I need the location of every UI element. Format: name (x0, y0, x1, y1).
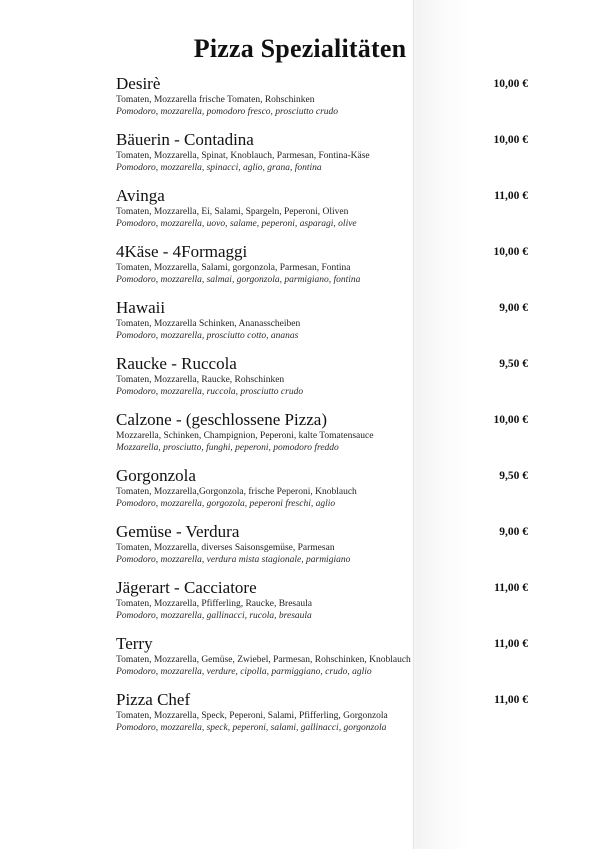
item-ingredients-italian: Pomodoro, mozzarella, speck, peperoni, salami, gallinacci, gorgonzola (116, 723, 387, 733)
item-ingredients-italian: Pomodoro, mozzarella, uovo, salame, peperoni, asparagi, olive (116, 219, 357, 229)
item-ingredients-german: Mozzarella, Schinken, Champignion, Peperoni, kalte Tomatensauce (116, 431, 374, 441)
item-price: 9,50 € (499, 358, 528, 370)
item-ingredients-german: Tomaten, Mozzarella, diverses Saisonsgemüse, Parmesan (116, 543, 335, 553)
item-ingredients-german: Tomaten, Mozzarella frische Tomaten, Rohschinken (116, 95, 315, 105)
item-price: 9,00 € (499, 302, 528, 314)
menu-item (116, 410, 528, 466)
item-name: Gorgonzola (116, 466, 196, 485)
menu-item (116, 634, 528, 690)
item-ingredients-italian: Pomodoro, mozzarella, pomodoro fresco, prosciutto crudo (116, 107, 339, 117)
menu-item (116, 74, 528, 130)
item-ingredients-italian: Pomodoro, mozzarella, spinacci, aglio, grana, fontina (116, 163, 322, 173)
item-price: 9,50 € (499, 470, 528, 482)
menu-item (116, 522, 528, 578)
item-ingredients-german: Tomaten, Mozzarella,Gorgonzola, frische Peperoni, Knoblauch (116, 487, 357, 497)
item-price: 11,00 € (494, 582, 528, 594)
item-name: Bäuerin - Contadina (116, 130, 254, 149)
item-ingredients-italian: Pomodoro, mozzarella, salmai, gorgonzola, parmigiano, fontina (116, 275, 361, 285)
item-name: Pizza Chef (116, 690, 191, 709)
menu-item (116, 578, 528, 634)
item-ingredients-italian: Mozzarella, prosciutto, funghi, peperoni, pomodoro freddo (116, 443, 339, 453)
item-price: 10,00 € (493, 414, 528, 426)
item-price: 11,00 € (494, 694, 528, 706)
pizza-menu-list (116, 74, 528, 746)
item-name: Jägerart - Cacciatore (116, 578, 257, 597)
item-price: 11,00 € (494, 190, 528, 202)
item-name: Hawaii (116, 298, 166, 317)
menu-item (116, 466, 528, 522)
item-name: Gemüse - Verdura (116, 522, 240, 541)
item-price: 10,00 € (493, 134, 528, 146)
item-name: Terry (116, 634, 153, 653)
menu-item (116, 690, 528, 746)
menu-item (116, 186, 528, 242)
item-ingredients-italian: Pomodoro, mozzarella, prosciutto cotto, ananas (116, 331, 299, 341)
item-ingredients-german: Tomaten, Mozzarella, Ei, Salami, Spargeln, Peperoni, Oliven (116, 207, 349, 217)
menu-item (116, 242, 528, 298)
item-ingredients-german: Tomaten, Mozzarella, Salami, gorgonzola, Parmesan, Fontina (116, 263, 351, 273)
item-ingredients-german: Tomaten, Mozzarella Schinken, Ananasscheiben (116, 319, 301, 329)
menu-item (116, 298, 528, 354)
item-ingredients-italian: Pomodoro, mozzarella, gorgozola, peperoni freschi, aglio (116, 499, 336, 509)
item-ingredients-italian: Pomodoro, mozzarella, gallinacci, rucola, bresaula (116, 611, 312, 621)
item-ingredients-italian: Pomodoro, mozzarella, verdura mista stagionale, parmigiano (116, 555, 351, 565)
item-ingredients-german: Tomaten, Mozzarella, Spinat, Knoblauch, Parmesan, Fontina-Käse (116, 151, 370, 161)
menu-item (116, 130, 528, 186)
item-name: Avinga (116, 186, 165, 205)
menu-item (116, 354, 528, 410)
item-name: Desirè (116, 74, 161, 93)
item-ingredients-german: Tomaten, Mozzarella, Pfifferling, Raucke, Bresaula (116, 599, 312, 609)
item-price: 10,00 € (493, 78, 528, 90)
item-price: 10,00 € (493, 246, 528, 258)
item-ingredients-italian: Pomodoro, mozzarella, ruccola, prosciutto crudo (116, 387, 304, 397)
item-name: Raucke - Ruccola (116, 354, 237, 373)
item-name: 4Käse - 4Formaggi (116, 242, 248, 261)
item-price: 11,00 € (494, 638, 528, 650)
page-title: Pizza Spezialitäten (193, 34, 407, 63)
item-price: 9,00 € (499, 526, 528, 538)
item-ingredients-italian: Pomodoro, mozzarella, verdure, cipolla, parmiggiano, crudo, aglio (116, 667, 372, 677)
item-ingredients-german: Tomaten, Mozzarella, Raucke, Rohschinken (116, 375, 285, 385)
item-name: Calzone - (geschlossene Pizza) (116, 410, 327, 429)
item-ingredients-german: Tomaten, Mozzarella, Gemüse, Zwiebel, Parmesan, Rohschinken, Knoblauch (116, 655, 411, 665)
item-ingredients-german: Tomaten, Mozzarella, Speck, Peperoni, Salami, Pfifferling, Gorgonzola (116, 711, 388, 721)
